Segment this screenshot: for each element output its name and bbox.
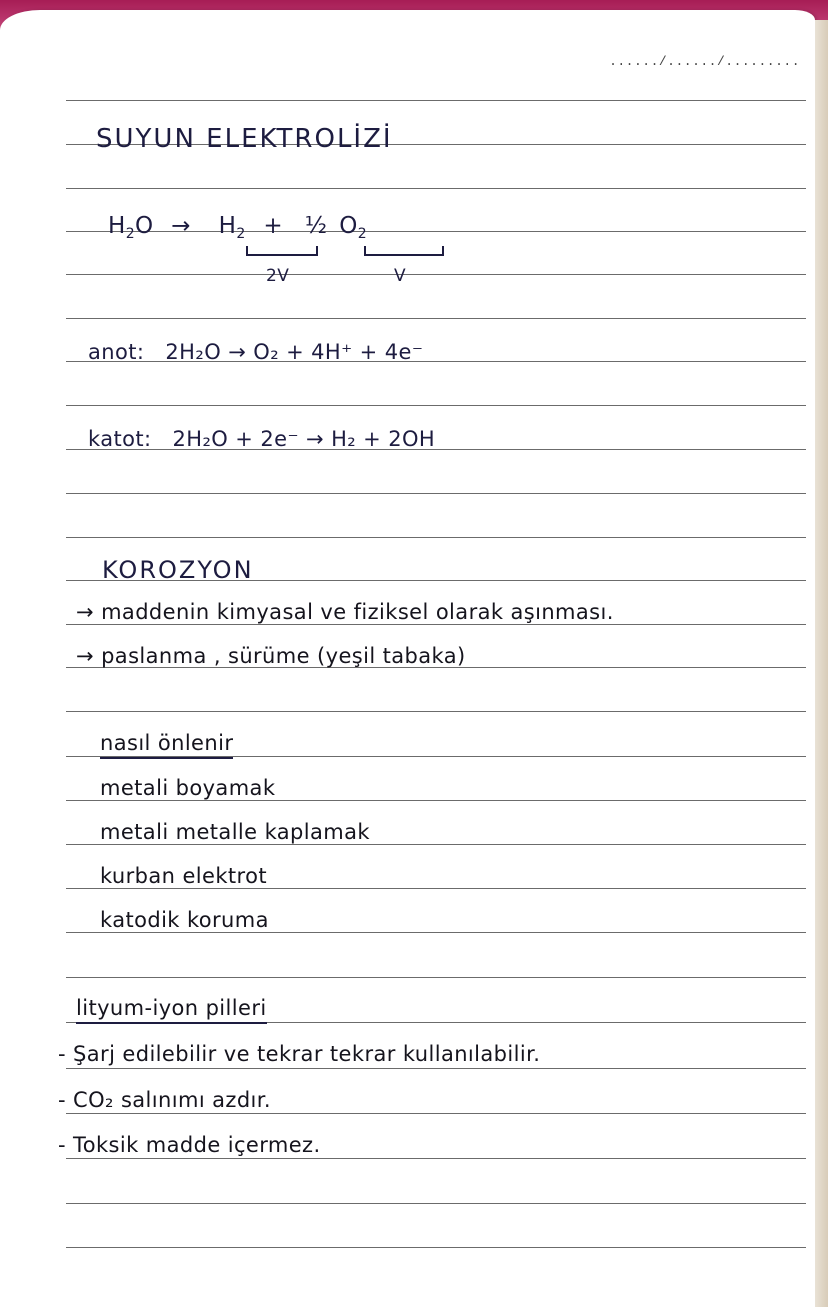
ruled-line: [66, 800, 806, 801]
eq-arrow: →: [171, 213, 191, 239]
prevention-item: katodik koruma: [100, 908, 269, 932]
ruled-line: [66, 711, 806, 712]
liion-title: lityum-iyon pilleri: [76, 996, 267, 1024]
volume-label-h2: 2V: [266, 266, 290, 286]
prevention-title: nasıl önlenir: [100, 731, 233, 759]
ruled-line: [66, 1203, 806, 1204]
eq-reactant: H: [108, 213, 126, 239]
eq-product2-sub: 2: [357, 226, 368, 242]
ruled-line: [66, 537, 806, 538]
eq-product1: H: [218, 213, 237, 239]
corrosion-bullet: → paslanma , sürüme (yeşil tabaka): [76, 644, 466, 668]
liion-bullet: - Şarj edilebilir ve tekrar tekrar kullanılabilir.: [58, 1042, 541, 1066]
ruled-line: [66, 844, 806, 845]
ruled-line: [66, 1068, 806, 1069]
prevention-item: metali boyamak: [100, 776, 276, 800]
liion-bullet: - Toksik madde içermez.: [58, 1133, 321, 1157]
date-placeholder: ....../....../.........: [609, 54, 800, 69]
anode-reaction: [88, 340, 423, 364]
prevention-item: metali metalle kaplamak: [100, 820, 370, 844]
eq-coefficient: ½: [304, 213, 328, 239]
corrosion-bullet: → maddenin kimyasal ve fiziksel olarak aşınması.: [76, 600, 614, 624]
ruled-line: [66, 188, 806, 189]
cathode-reaction: [88, 427, 435, 451]
ruled-line: [66, 100, 806, 101]
eq-reactant-sub: 2: [125, 226, 136, 242]
volume-brace-o2: [364, 246, 444, 256]
eq-product1-sub: 2: [236, 226, 246, 242]
anode-label: anot:: [88, 340, 145, 364]
volume-label-o2: V: [394, 266, 407, 286]
ruled-line: [66, 405, 806, 406]
ruled-line: [66, 977, 806, 978]
electrolysis-main-equation: [108, 213, 367, 242]
volume-brace-h2: [246, 246, 318, 256]
ruled-line: [66, 318, 806, 319]
corrosion-title: KOROZYON: [102, 556, 254, 584]
notebook-spine: [815, 20, 828, 1307]
ruled-line: [66, 624, 806, 625]
anode-equation: 2H₂O → O₂ + 4H⁺ + 4e⁻: [165, 340, 424, 364]
cathode-label: katot:: [88, 427, 152, 451]
cathode-equation: 2H₂O + 2e⁻ → H₂ + 2OH: [172, 427, 436, 451]
ruled-line: [66, 1247, 806, 1248]
eq-plus: +: [263, 213, 284, 239]
ruled-line: [66, 1113, 806, 1114]
liion-bullet: - CO₂ salınımı azdır.: [58, 1088, 271, 1112]
ruled-line: [66, 1158, 806, 1159]
prevention-item: kurban elektrot: [100, 864, 267, 888]
ruled-line: [66, 274, 806, 275]
electrolysis-title: SUYUN ELEKTROLİZİ: [96, 124, 393, 154]
eq-product2: O: [339, 213, 358, 239]
eq-reactant-tail: O: [135, 213, 154, 239]
ruled-line: [66, 493, 806, 494]
ruled-line: [66, 888, 806, 889]
ruled-line: [66, 932, 806, 933]
